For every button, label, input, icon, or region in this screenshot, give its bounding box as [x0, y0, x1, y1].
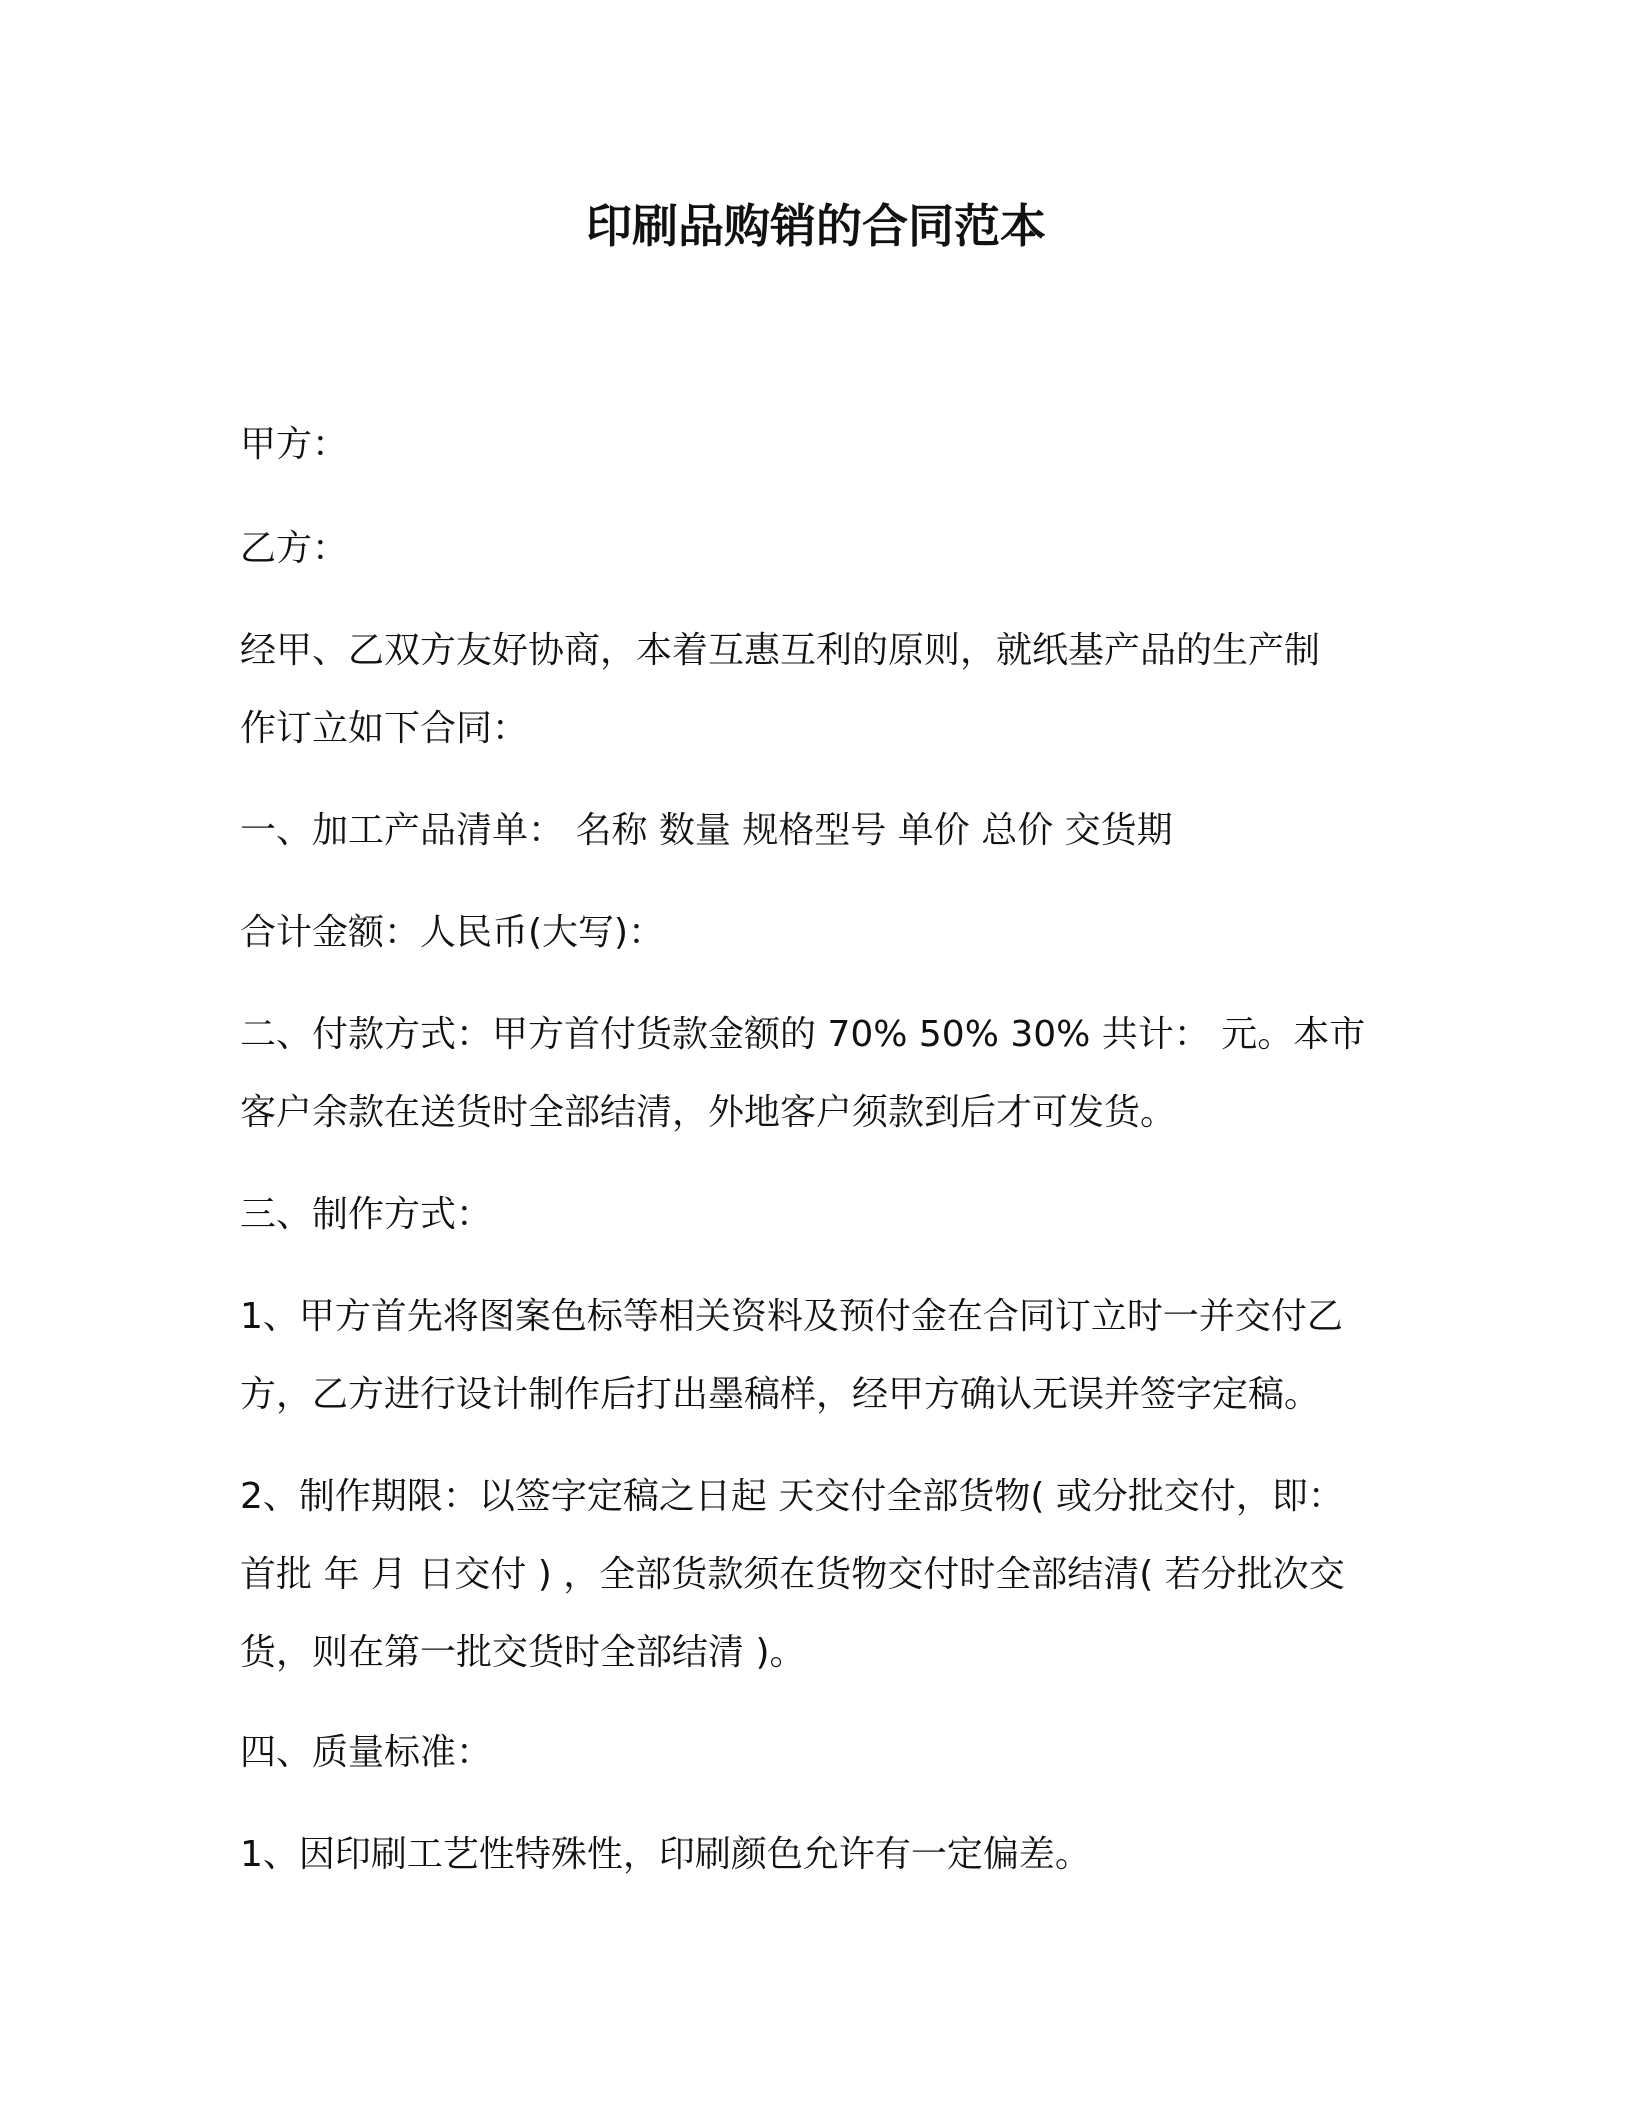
document-title: 印刷品购销的合同范本: [586, 199, 1046, 253]
text-line: 三、制作方式：: [240, 1194, 493, 1235]
text-line: 作订立如下合同：: [240, 708, 529, 749]
section-1-product-list: [240, 792, 1400, 870]
section-4-quality: [240, 1714, 1400, 1792]
party-a-paragraph: [240, 406, 1400, 484]
clause-3-1: [240, 1278, 1400, 1434]
section-2-payment: [240, 996, 1400, 1152]
text-line: 1、因印刷工艺性特殊性，印刷颜色允许有一定偏差。: [240, 1834, 1091, 1875]
text-line: 2、制作期限：以签字定稿之日起 天交付全部货物( 或分批交付，即：: [240, 1476, 1344, 1517]
section-3-production: [240, 1176, 1400, 1254]
clause-3-2: [240, 1458, 1400, 1692]
preamble-paragraph: [240, 612, 1400, 768]
text-line: 经甲、乙双方友好协商，本着互惠互利的原则，就纸基产品的生产制: [240, 630, 1321, 671]
clause-4-1: [240, 1816, 1400, 1894]
total-amount-paragraph: [240, 894, 1400, 972]
text-line: 货，则在第一批交货时全部结清 )。: [240, 1632, 806, 1673]
text-line: 合计金额：人民币(大写)：: [240, 912, 665, 953]
text-line: 首批 年 月 日交付 ) ，全部货款须在货物交付时全部结清( 若分批次交: [240, 1554, 1345, 1595]
text-line: 甲方：: [240, 424, 349, 465]
text-line: 一、加工产品清单： 名称 数量 规格型号 单价 总价 交货期: [240, 810, 1173, 851]
text-line: 二、付款方式：甲方首付货款金额的 70% 50% 30% 共计： 元。本市: [240, 1014, 1366, 1055]
text-line: 乙方：: [240, 528, 349, 569]
text-line: 客户余款在送货时全部结清，外地客户须款到后才可发货。: [240, 1092, 1177, 1133]
text-line: 方，乙方进行设计制作后打出墨稿样，经甲方确认无误并签字定稿。: [240, 1374, 1321, 1415]
party-b-paragraph: [240, 510, 1400, 588]
text-line: 四、质量标准：: [240, 1732, 493, 1773]
text-line: 1、甲方首先将图案色标等相关资料及预付金在合同订立时一并交付乙: [240, 1296, 1343, 1337]
